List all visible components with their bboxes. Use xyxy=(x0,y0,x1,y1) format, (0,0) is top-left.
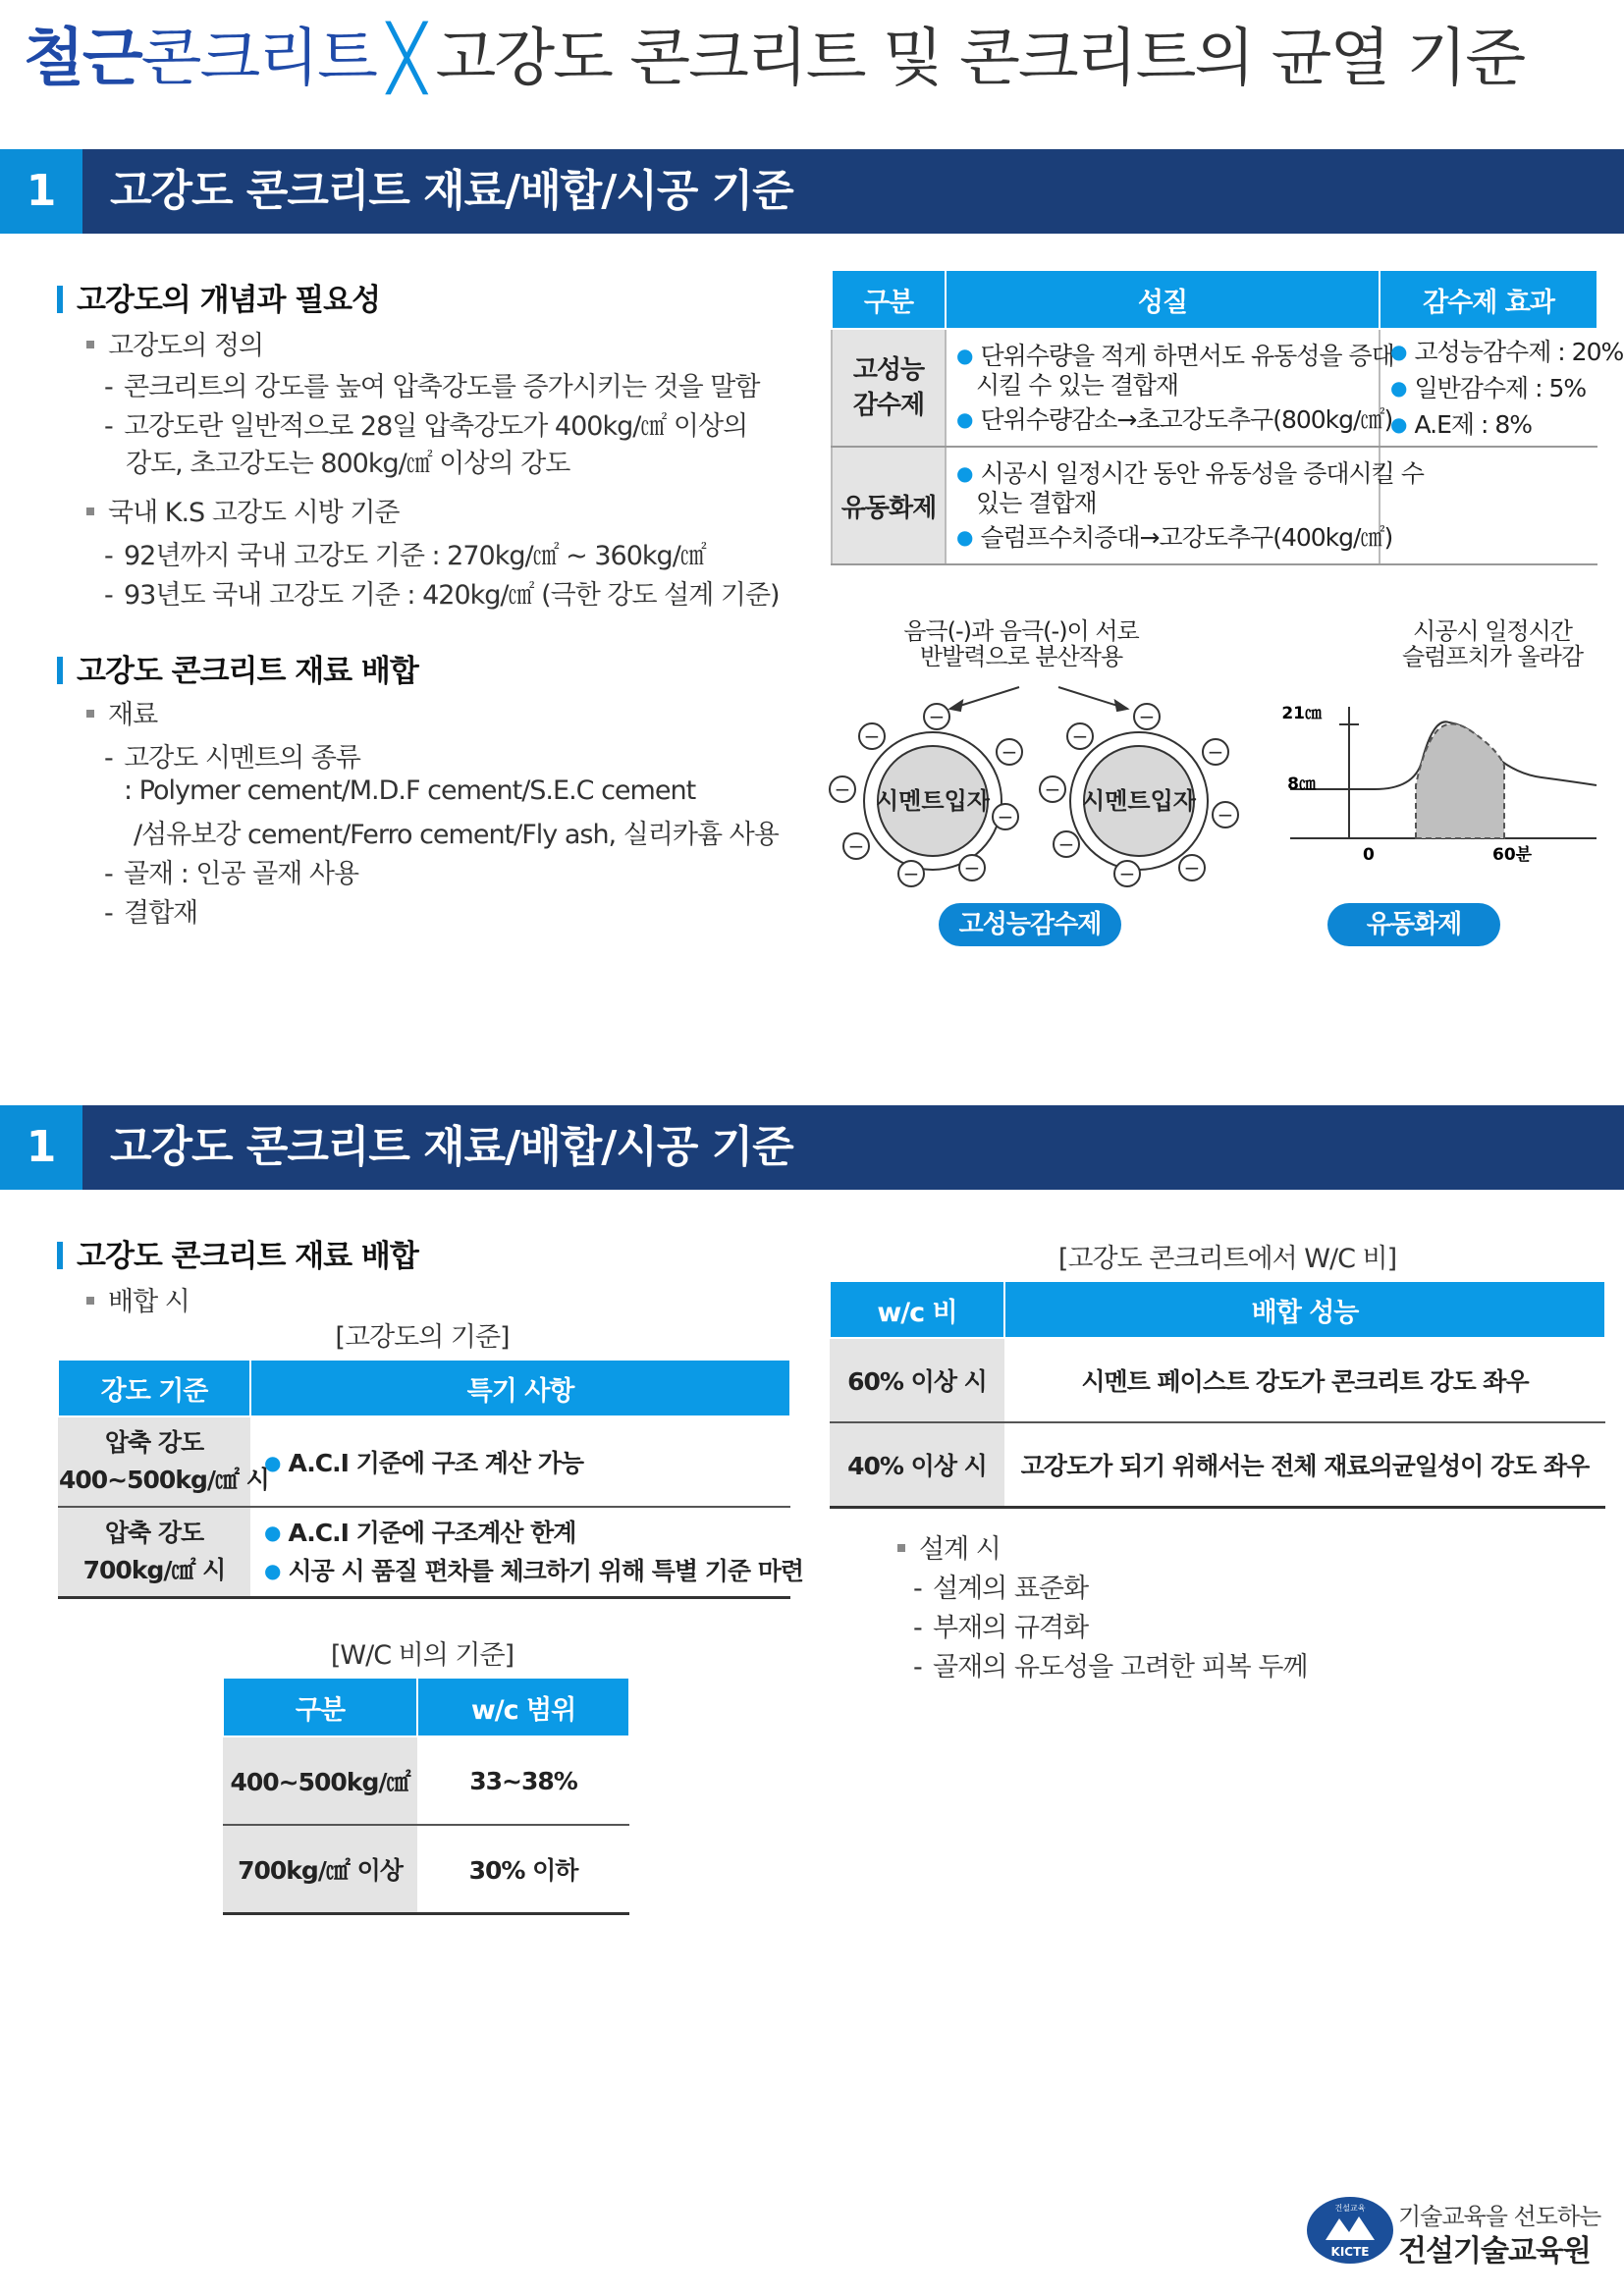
svg-text:−: − xyxy=(1183,856,1201,880)
kicte-logo-icon xyxy=(1306,2195,1394,2266)
x-tick-label: 0 xyxy=(1363,845,1375,865)
design-item: - 부재의 규격화 xyxy=(913,1606,1088,1644)
section-header xyxy=(0,1105,1624,1190)
footer-org: 건설기술교육원 xyxy=(1398,2234,1591,2269)
wc-ratio-table xyxy=(829,1280,1606,1509)
mix-heading: 고강도 콘크리트 재료 배합 xyxy=(57,1231,418,1275)
section-number: 1 xyxy=(0,1105,82,1190)
svg-text:−: − xyxy=(863,724,881,748)
design-item: - 설계의 표준화 xyxy=(913,1567,1088,1605)
definition-item: - 고강도란 일반적으로 28일 압축강도가 400kg/㎠ 이상의 xyxy=(104,404,747,443)
table-header: 구분 xyxy=(832,270,946,329)
svg-text:−: − xyxy=(997,805,1014,828)
x-tick-label: 60분 xyxy=(1492,845,1533,865)
svg-text:KICTE: KICTE xyxy=(1330,2245,1370,2259)
table-caption: [W/C 비의 기준] xyxy=(330,1640,514,1671)
svg-text:−: − xyxy=(834,777,851,801)
dispersion-diagram xyxy=(823,667,1255,903)
section-title: 고강도 콘크리트 재료/배합/시공 기준 xyxy=(110,1122,793,1172)
svg-text:−: − xyxy=(1001,740,1018,764)
diagram-label: 음극(-)과 음극(-)이 서로 반발력으로 분산작용 xyxy=(903,617,1139,670)
table-row: 60% 이상 시 시멘트 페이스트 강도가 콘크리트 강도 좌우 xyxy=(830,1338,1605,1422)
material-line: /섬유보강 cement/Ferro cement/Fly ash, 실리카흄 사용 xyxy=(134,820,779,850)
material-item: - 골재 : 인공 골재 사용 xyxy=(104,852,358,890)
table-header: 구분 xyxy=(223,1678,417,1736)
table-caption: [고강도 콘크리트에서 W/C 비] xyxy=(1057,1244,1397,1274)
material-sub: 재료 xyxy=(86,693,157,731)
superplasticizer-label: 고성능감수제 xyxy=(939,903,1121,946)
section-title: 고강도 콘크리트 재료/배합/시공 기준 xyxy=(110,166,793,216)
ks-title: 국내 K.S 고강도 시방 기준 xyxy=(86,491,400,529)
svg-text:−: − xyxy=(847,834,865,858)
concept-heading: 고강도의 개념과 필요성 xyxy=(57,275,380,319)
y-tick-label: 21㎝ xyxy=(1281,704,1322,723)
strength-table xyxy=(57,1359,804,1599)
material-item: - 고강도 시멘트의 종류 xyxy=(104,736,360,774)
svg-text:−: − xyxy=(1044,777,1061,801)
table-header: 특기 사항 xyxy=(250,1360,790,1416)
table-header: 배합 성능 xyxy=(1004,1281,1605,1338)
cross-icon: ╳ xyxy=(387,23,424,95)
wc-range-table xyxy=(222,1677,630,1915)
table-row: 압축 강도 400~500kg/㎠ 시 ● A.C.I 기준에 구조 계산 가능 xyxy=(58,1416,790,1507)
table-row: 고성능 감수제 ● 단위수량을 적게 하면서도 유동성을 증대 시킬 수 있는 결합재 ● 단위수량감소→초고강도추구(800kg/㎠) ● 고성능감수제 : 20% ● 일반감수제 : 5% ● A.E제 : 8% xyxy=(832,329,1597,447)
definition-item: - 콘크리트의 강도를 높여 압축강도를 증가시키는 것을 말함 xyxy=(104,365,759,403)
svg-text:−: − xyxy=(1138,705,1156,728)
svg-text:건설교육: 건설교육 xyxy=(1334,2204,1366,2213)
definition-item-cont: 강도, 초고강도는 800kg/㎠ 이상의 강도 xyxy=(126,449,570,479)
diagram-label: 시공시 일정시간 슬럼프치가 올라감 xyxy=(1401,617,1584,670)
mix-sub: 배합 시 xyxy=(86,1280,189,1318)
particle-label: 시멘트입자 xyxy=(1082,787,1196,815)
table-row: 40% 이상 시 고강도가 되기 위해서는 전체 재료의균일성이 강도 좌우 xyxy=(830,1422,1605,1507)
svg-text:−: − xyxy=(1217,803,1234,827)
y-tick-label: 8㎝ xyxy=(1287,774,1316,794)
design-title: 설계 시 xyxy=(897,1527,1001,1566)
svg-text:−: − xyxy=(1207,740,1224,764)
section-number: 1 xyxy=(0,149,82,234)
svg-text:−: − xyxy=(902,862,920,885)
design-item: - 골재의 유도성을 고려한 피복 두께 xyxy=(913,1645,1307,1683)
fluidizer-label: 유동화제 xyxy=(1327,903,1500,946)
page-title: 철근콘크리트 ╳ 고강도 콘크리트 및 콘크리트의 균열 기준 xyxy=(24,23,1525,95)
table-header: 성질 xyxy=(946,270,1380,329)
material-heading: 고강도 콘크리트 재료 배합 xyxy=(57,646,418,690)
material-item: - 결합재 xyxy=(104,891,197,930)
section-header xyxy=(0,149,1624,234)
ks-item: - 92년까지 국내 고강도 기준 : 270kg/㎠ ~ 360kg/㎠ xyxy=(104,534,706,572)
definition-title: 고강도의 정의 xyxy=(86,324,263,362)
table-caption: [고강도의 기준] xyxy=(335,1322,510,1353)
table-row: 유동화제 ● 시공시 일정시간 동안 유동성을 증대시킬 수 있는 결합재 ● 슬럼프수치증대→고강도추구(400kg/㎠) xyxy=(832,447,1597,564)
table-row: 700kg/㎠ 이상 30% 이하 xyxy=(223,1825,629,1913)
material-line: : Polymer cement/M.D.F cement/S.E.C cement xyxy=(124,775,696,806)
table-header: 강도 기준 xyxy=(58,1360,250,1416)
table-header: w/c 비 xyxy=(830,1281,1004,1338)
footer-slogan: 기술교육을 선도하는 xyxy=(1398,2203,1601,2230)
table-row: 압축 강도 700kg/㎠ 시 ● A.C.I 기준에 구조계산 한계 ● 시공 시 품질 편차를 체크하기 위해 특별 기준 마련 xyxy=(58,1507,790,1597)
admixture-table xyxy=(831,269,1624,565)
slump-graph xyxy=(1276,687,1600,883)
svg-text:−: − xyxy=(1118,862,1136,885)
ks-item: - 93년도 국내 고강도 기준 : 420kg/㎠ (극한 강도 설계 기준) xyxy=(104,573,780,612)
particle-label: 시멘트입자 xyxy=(876,787,990,815)
svg-text:−: − xyxy=(963,856,981,880)
svg-text:−: − xyxy=(1071,724,1089,748)
table-header: 감수제 효과 xyxy=(1380,270,1597,329)
svg-text:−: − xyxy=(1057,832,1075,856)
svg-text:−: − xyxy=(928,705,946,728)
table-header: w/c 범위 xyxy=(417,1678,629,1736)
table-row: 400~500kg/㎠ 33~38% xyxy=(223,1736,629,1825)
